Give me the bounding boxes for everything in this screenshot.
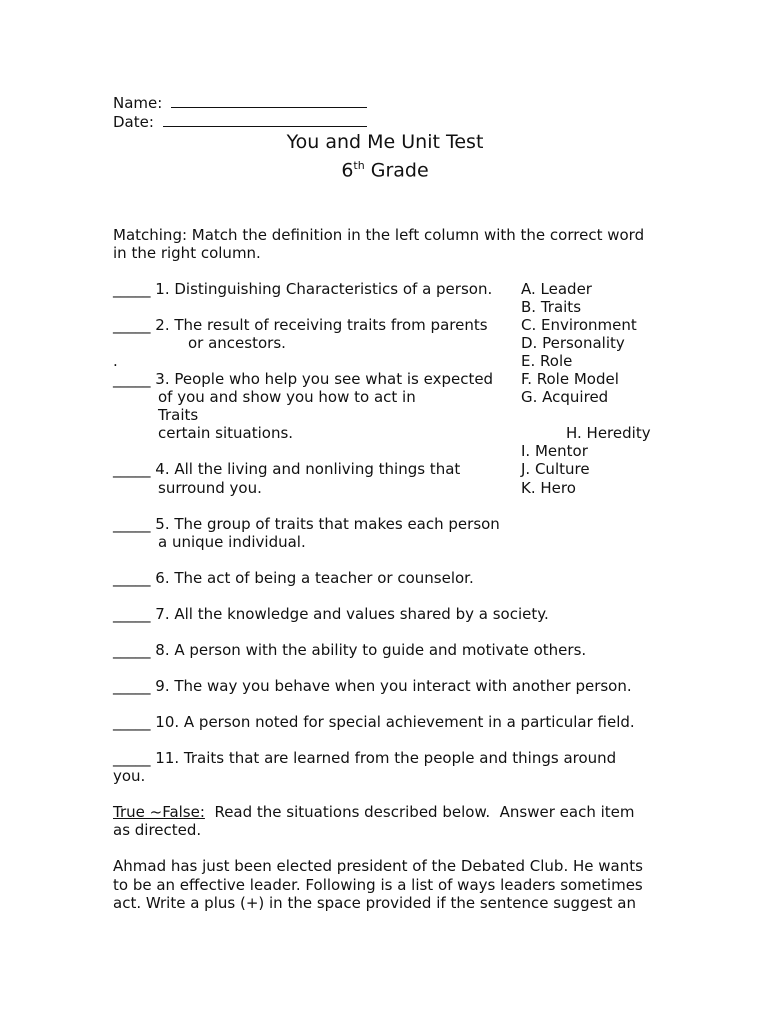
- name-line: [113, 93, 367, 112]
- matching-item-5-cont: a unique individual.: [158, 533, 306, 551]
- answer-blank[interactable]: _____: [113, 316, 151, 334]
- matching-item-5: [113, 515, 500, 533]
- item-text: 4. All the living and nonliving things that: [155, 460, 461, 478]
- test-title: You and Me Unit Test: [286, 131, 484, 153]
- true-false-instructions-line1: [113, 803, 635, 821]
- matching-item-11-cont: you.: [113, 767, 146, 785]
- item-text: 1. Distinguishing Characteristics of a person.: [155, 280, 493, 298]
- answer-blank[interactable]: _____: [113, 677, 151, 695]
- word-bank-g: G. Acquired: [521, 388, 609, 406]
- matching-item-7: [113, 605, 549, 623]
- matching-item-3-cont2: Traits: [158, 406, 199, 424]
- answer-blank[interactable]: _____: [113, 641, 151, 659]
- matching-item-6: [113, 569, 474, 587]
- matching-instructions-line1: Matching: Match the definition in the left column with the correct word: [113, 226, 645, 244]
- item-text: 10. A person noted for special achievement in a particular field.: [155, 713, 635, 731]
- word-bank-k: K. Hero: [521, 479, 576, 497]
- word-bank-b: B. Traits: [521, 298, 582, 316]
- matching-instructions-line2: in the right column.: [113, 244, 261, 262]
- item-text: 9. The way you behave when you interact with another person.: [155, 677, 632, 695]
- word-bank-c: C. Environment: [521, 316, 637, 334]
- matching-item-3-cont1: of you and show you how to act in: [158, 388, 416, 406]
- name-blank[interactable]: [171, 93, 367, 108]
- scenario-line-3: act. Write a plus (+) in the space provided if the sentence suggest an: [113, 894, 636, 912]
- scenario-line-1: Ahmad has just been elected president of the Debated Club. He wants: [113, 857, 643, 875]
- item-text: 6. The act of being a teacher or counselor.: [155, 569, 474, 587]
- item-text: 11. Traits that are learned from the people and things around: [155, 749, 617, 767]
- answer-blank[interactable]: _____: [113, 713, 151, 731]
- word-bank-i: I. Mentor: [521, 442, 588, 460]
- answer-blank[interactable]: _____: [113, 460, 151, 478]
- grade-title: [0, 154, 770, 182]
- matching-item-8: [113, 641, 586, 659]
- name-label: Name:: [113, 94, 163, 112]
- grade-word: Grade: [364, 159, 429, 182]
- word-bank-d: D. Personality: [521, 334, 625, 352]
- stray-mark: .: [113, 352, 118, 370]
- true-false-instructions-line2: as directed.: [113, 821, 202, 839]
- matching-item-11: [113, 749, 616, 767]
- matching-item-4-cont: surround you.: [158, 479, 262, 497]
- item-text: 8. A person with the ability to guide and motivate others.: [155, 641, 587, 659]
- matching-item-3: [113, 370, 493, 388]
- word-bank-h: H. Heredity: [566, 424, 651, 442]
- date-line: [113, 112, 367, 131]
- date-label: Date:: [113, 113, 154, 131]
- matching-item-2-cont: or ancestors.: [188, 334, 286, 352]
- answer-blank[interactable]: _____: [113, 370, 151, 388]
- matching-item-10: [113, 713, 635, 731]
- word-bank-j: J. Culture: [521, 460, 590, 478]
- word-bank-a: A. Leader: [521, 280, 592, 298]
- answer-blank[interactable]: _____: [113, 605, 151, 623]
- answer-blank[interactable]: _____: [113, 280, 151, 298]
- grade-suffix: th: [353, 159, 365, 172]
- item-text: 3. People who help you see what is expected: [155, 370, 494, 388]
- scenario-line-2: to be an effective leader. Following is a list of ways leaders sometimes: [113, 876, 643, 894]
- answer-blank[interactable]: _____: [113, 749, 151, 767]
- word-bank-f: F. Role Model: [521, 370, 619, 388]
- answer-blank[interactable]: _____: [113, 569, 151, 587]
- true-false-heading: True ~False:: [113, 803, 205, 821]
- matching-item-9: [113, 677, 632, 695]
- item-text: 7. All the knowledge and values shared by a society.: [155, 605, 549, 623]
- item-text: 5. The group of traits that makes each person: [155, 515, 500, 533]
- true-false-instructions: Read the situations described below. Answer each item: [204, 803, 635, 821]
- answer-blank[interactable]: _____: [113, 515, 151, 533]
- word-bank-e: E. Role: [521, 352, 573, 370]
- matching-item-1: [113, 280, 492, 298]
- matching-item-2: [113, 316, 488, 334]
- matching-item-3-cont3: certain situations.: [158, 424, 294, 442]
- matching-item-4: [113, 460, 460, 478]
- grade-number: 6: [341, 159, 354, 182]
- date-blank[interactable]: [163, 112, 367, 127]
- item-text: 2. The result of receiving traits from parents: [155, 316, 488, 334]
